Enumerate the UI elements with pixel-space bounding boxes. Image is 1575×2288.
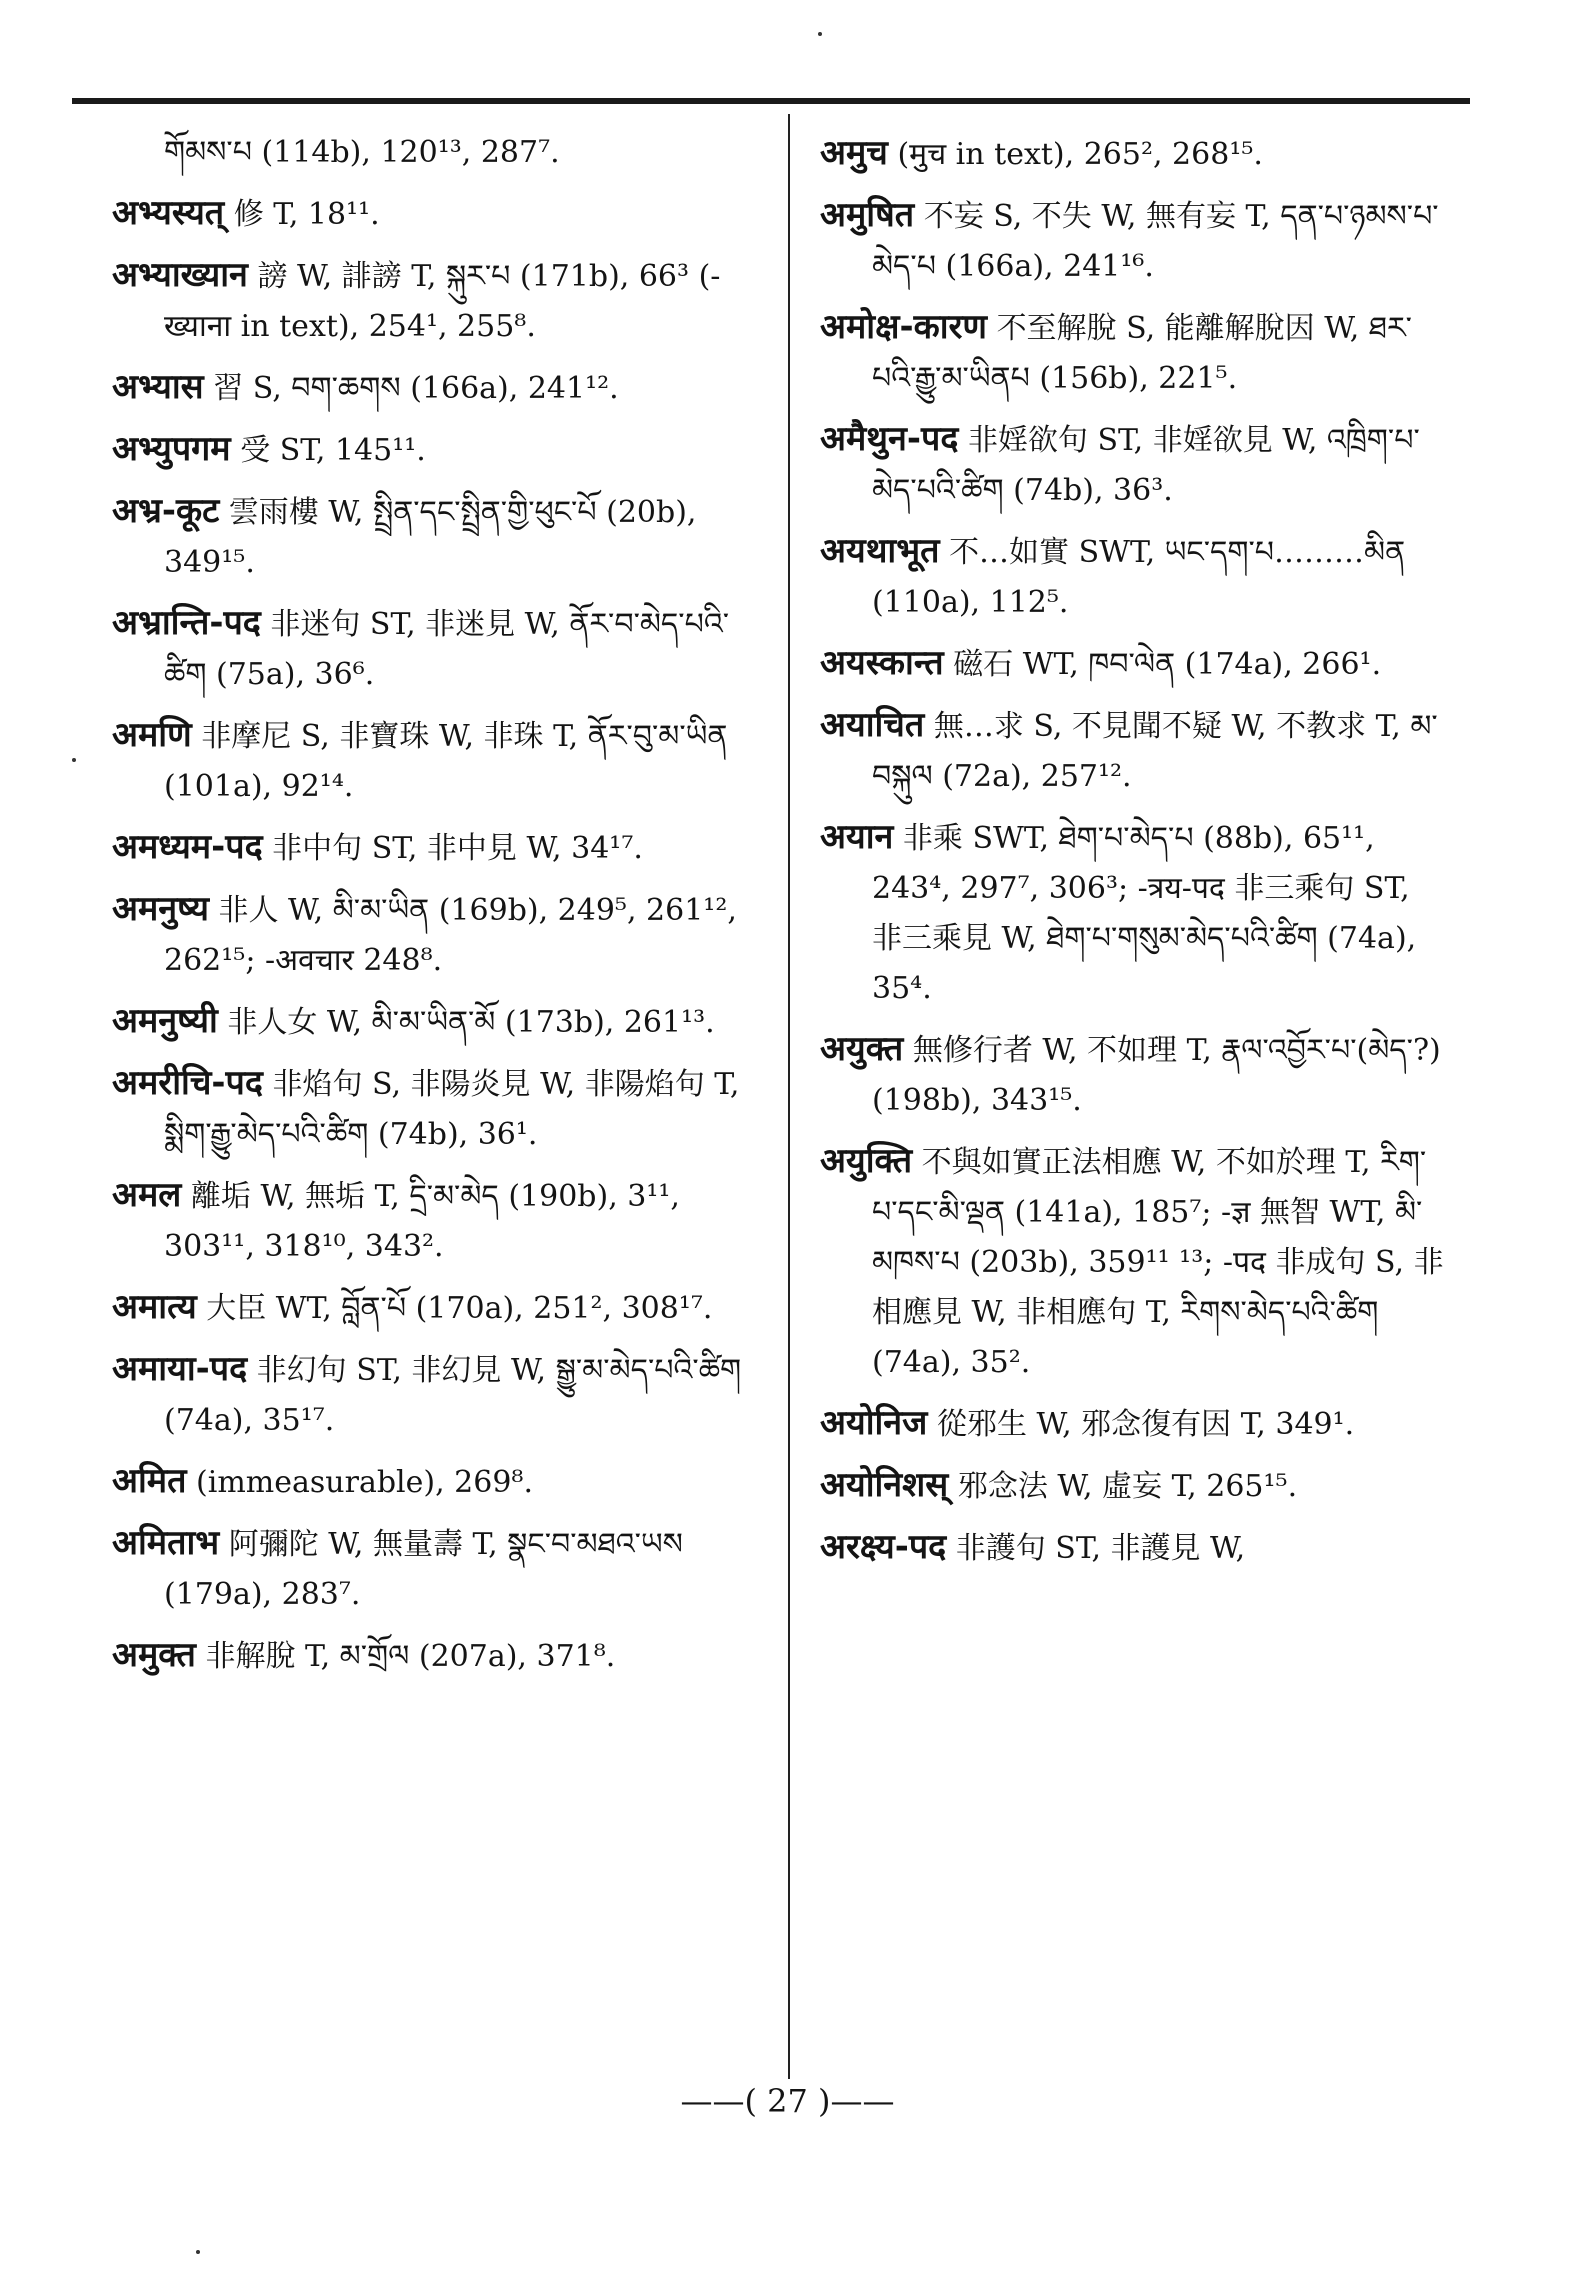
entry	[112, 1630, 744, 1682]
entry-text: 無修行者 W, 不如理 T, རྣལ་འབྱོར་པ་(མེད་?) (198b), 343¹⁵.	[872, 1033, 1441, 1118]
entry-headword: अयान	[820, 817, 894, 857]
entry-text: 邪念法 W, 虛妄 T, 265¹⁵.	[957, 1469, 1298, 1504]
entry-text: (मुच in text), 265², 268¹⁵.	[897, 137, 1263, 172]
entry-text: 阿彌陀 W, 無量壽 T, སྣང་བ་མཐའ་ཡས (179a), 283⁷.	[164, 1527, 683, 1612]
column-divider	[788, 114, 790, 2079]
entry	[112, 250, 744, 352]
entry-text: 非護句 ST, 非護見 W,	[955, 1531, 1246, 1566]
speck	[72, 758, 76, 762]
entry-headword: अभ्रान्ति-पद	[112, 603, 261, 643]
entry	[112, 1456, 744, 1508]
entry-text: 非人 W, མི་མ་ཡིན (169b), 249⁵, 261¹², 262¹⁵; -अवचार 248⁸.	[164, 893, 737, 978]
entry	[112, 822, 744, 874]
entry	[112, 188, 744, 240]
top-rule	[72, 98, 1470, 104]
entry-text: 非婬欲句 ST, 非婬欲見 W, འཁྲིག་པ་མེད་པའི་ཚིག (74b), 36³.	[872, 423, 1420, 508]
entry-headword: अमल	[112, 1175, 182, 1215]
entry	[820, 190, 1448, 292]
entry-headword: अयाचित	[820, 705, 925, 745]
entry-headword: अभ्र-कूट	[112, 491, 220, 531]
entry-text: 不與如實正法相應 W, 不如於理 T, རིག་པ་དང་མི་ལྡན (141a), 185⁷; -ज्ञ 無智 WT, མི་མཁས་པ (203b), 359¹¹ ¹³; -पद 非成句 S, 非相應見 W, 非相應句 T, རིགས་མེད་པའི་ཚིག (74a), 35².	[872, 1145, 1444, 1380]
entry	[820, 638, 1448, 690]
entry	[820, 1136, 1448, 1388]
entry-text: 非幻句 ST, 非幻見 W, སྒྱུ་མ་མེད་པའི་ཚིག (74a), 35¹⁷.	[164, 1353, 742, 1438]
entry	[112, 884, 744, 986]
entry-text: 習 S, བག་ཆགས (166a), 241¹².	[213, 371, 619, 406]
entry	[820, 302, 1448, 404]
entry	[112, 424, 744, 476]
entry-headword: अरक्ष्य-पद	[820, 1527, 947, 1567]
entry	[112, 1518, 744, 1620]
entry	[112, 128, 744, 178]
entry-headword: अमुच	[820, 133, 888, 173]
entry-text: 受 ST, 145¹¹.	[240, 433, 426, 468]
entry	[112, 1282, 744, 1334]
entry-headword: अयोनिज	[820, 1403, 928, 1443]
entry-text: 不妄 S, 不失 W, 無有妄 T, དན་པ་ཉམས་པ་མེད་པ (166a), 241¹⁶.	[872, 199, 1439, 284]
entry	[820, 700, 1448, 802]
entry-text: 非乘 SWT, ཐེག་པ་མེད་པ (88b), 65¹¹, 243⁴, 297⁷, 306³; -त्रय-पद 非三乘句 ST, 非三乘見 W, ཐེག་པ་གསུམ་མེད་པའི་ཚིག (74a), 35⁴.	[872, 821, 1417, 1006]
entry	[820, 414, 1448, 516]
speck	[818, 32, 822, 36]
entry-headword: अयथाभूत	[820, 531, 940, 571]
entry-text: (immeasurable), 269⁸.	[196, 1465, 533, 1500]
entry-headword: अभ्यस्यत्	[112, 193, 225, 233]
entry-headword: अभ्यास	[112, 367, 204, 407]
entry-headword: अमुक्त	[112, 1635, 196, 1675]
entry-headword: अमोक्ष-कारण	[820, 307, 988, 347]
entry-text: གོམས་པ (114b), 120¹³, 287⁷.	[164, 135, 560, 170]
entry-text: 非摩尼 S, 非寶珠 W, 非珠 T, ནོར་བུ་མ་ཡིན (101a), 92¹⁴.	[164, 719, 728, 804]
entry-headword: अमात्य	[112, 1287, 197, 1327]
entry-text: 非人女 W, མི་མ་ཡིན་མོ (173b), 261¹³.	[227, 1005, 715, 1040]
entry	[112, 598, 744, 700]
entry-text: 磁石 WT, ཁབ་ལེན (174a), 266¹.	[953, 647, 1382, 682]
entry-headword: अयुक्त	[820, 1029, 904, 1069]
entry-text: 非迷句 ST, 非迷見 W, ནོར་བ་མེད་པའི་ཚིག (75a), 36⁶.	[164, 607, 730, 692]
entry	[112, 996, 744, 1048]
entry-headword: अमध्यम-पद	[112, 827, 263, 867]
entry-text: 非焰句 S, 非陽炎見 W, 非陽焰句 T, སྨིག་རྒྱུ་མེད་པའི་ཚིག (74b), 36¹.	[164, 1067, 740, 1152]
entry	[820, 1460, 1448, 1512]
entry	[112, 486, 744, 588]
entry	[820, 1522, 1448, 1574]
entry-text: 不至解脫 S, 能離解脫因 W, ཐར་པའི་རྒྱུ་མ་ཡིནཔ (156b), 221⁵.	[872, 311, 1412, 396]
entry	[820, 1024, 1448, 1126]
entry-headword: अमुषित	[820, 195, 915, 235]
entry-headword: अमाया-पद	[112, 1349, 248, 1389]
entry	[112, 710, 744, 812]
entry-text: 從邪生 W, 邪念復有因 T, 349¹.	[936, 1407, 1355, 1442]
entry-headword: अभ्याख्यान	[112, 255, 248, 295]
speck	[196, 2250, 200, 2254]
entry-text: 非解脫 T, མ་གྲོལ (207a), 371⁸.	[205, 1639, 616, 1674]
entry-headword: अमैथुन-पद	[820, 419, 959, 459]
entry	[820, 526, 1448, 628]
entry-headword: अमनुष्य	[112, 889, 209, 929]
entry-headword: अभ्युपगम	[112, 429, 231, 469]
entry-text: 謗 W, 誹謗 T, སྐུར་པ (171b), 66³ (-ख्याना in text), 254¹, 255⁸.	[164, 259, 721, 344]
entry-headword: अमित	[112, 1461, 187, 1501]
entry	[112, 1170, 744, 1272]
entry	[820, 1398, 1448, 1450]
entry-headword: अयस्कान्त	[820, 643, 944, 683]
entry	[112, 1344, 744, 1446]
entry-headword: अमरीचि-पद	[112, 1063, 263, 1103]
entry-text: 大臣 WT, བློན་པོ (170a), 251², 308¹⁷.	[206, 1291, 713, 1326]
left-column	[112, 128, 744, 2078]
entry-text: 無…求 S, 不見聞不疑 W, 不教求 T, མ་བསྐུལ (72a), 257¹².	[872, 709, 1438, 794]
right-column	[820, 128, 1448, 2078]
entry-headword: अयोनिशस्	[820, 1465, 949, 1505]
entry-text: 修 T, 18¹¹.	[233, 197, 380, 232]
entry-headword: अयुक्ति	[820, 1141, 913, 1181]
entry-text: 離垢 W, 無垢 T, དྲི་མ་མེད (190b), 3¹¹, 303¹¹, 318¹⁰, 343².	[164, 1179, 680, 1264]
entry-text: 非中句 ST, 非中見 W, 34¹⁷.	[272, 831, 643, 866]
entry-headword: अमणि	[112, 715, 192, 755]
entry-text: 雲雨樓 W, སྤྲིན་དང་སྤྲིན་གྱི་ཕུང་པོ (20b), 349¹⁵.	[164, 495, 697, 580]
entry-text: 不…如實 SWT, ཡང་དག་པ………མིན (110a), 112⁵.	[872, 535, 1406, 620]
entry	[112, 1058, 744, 1160]
page-number: ——( 27 )——	[680, 2082, 895, 2120]
entry	[112, 362, 744, 414]
entry-headword: अमनुष्यी	[112, 1001, 218, 1041]
entry	[820, 128, 1448, 180]
entry	[820, 812, 1448, 1014]
entry-headword: अमिताभ	[112, 1523, 220, 1563]
